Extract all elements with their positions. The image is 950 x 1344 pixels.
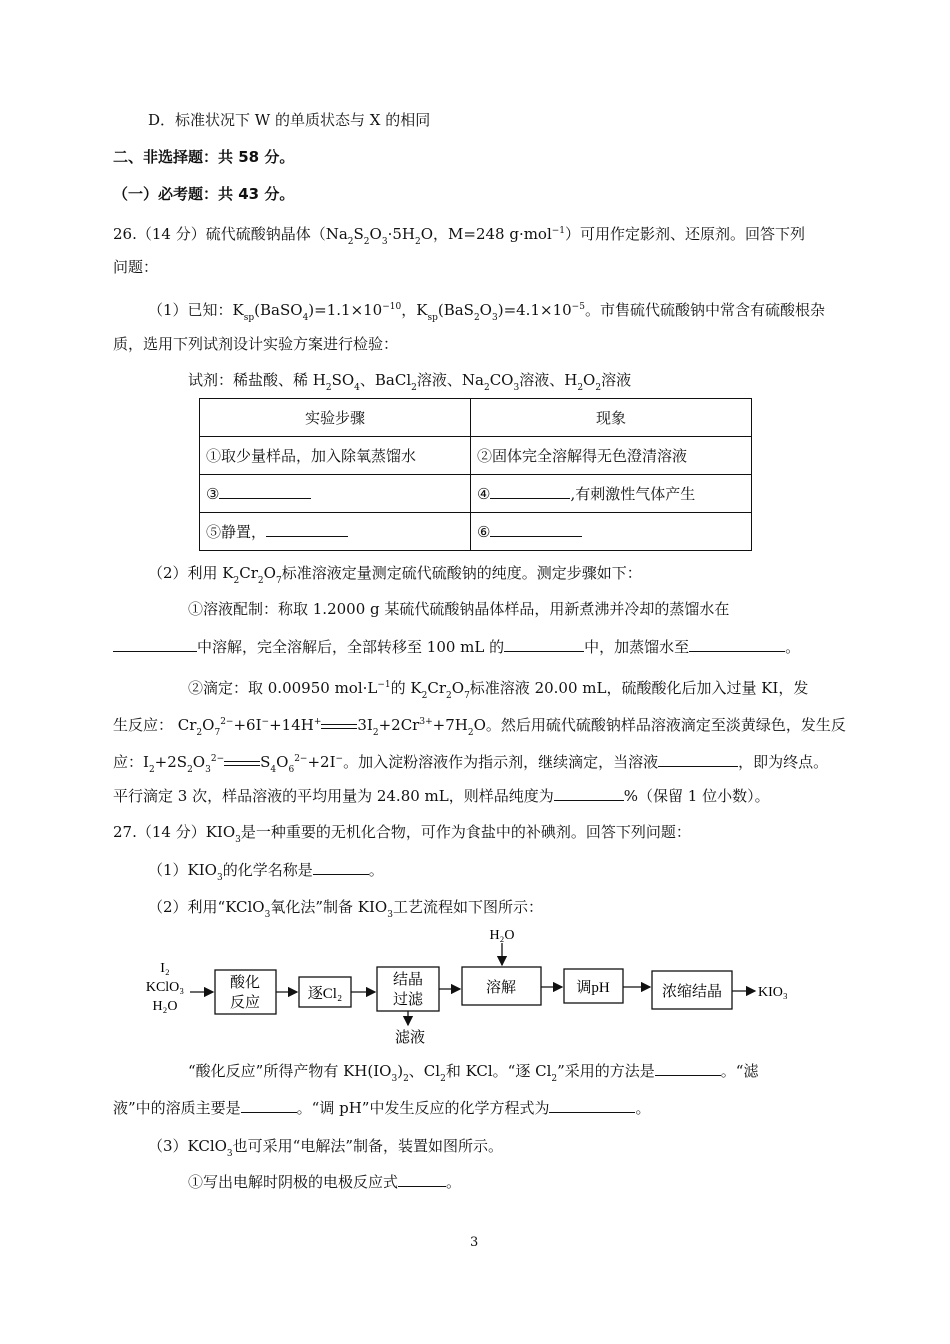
flow-box-label: 浓缩结晶 [661,984,723,1000]
step2-line2: 生反应： $Cr_2O_7^{2-}+6I^-+14H^+$ $3I_2+2Cr^{3+}+7H_2O$。然后用硫代硫酸钠样品溶液滴定至淡黄绿色，发生反 [113,716,846,738]
input-i2: I₂ [160,961,170,976]
table-cell: ①取少量样品，加入除氧蒸馏水 [200,437,471,475]
q26-part1: （1）已知：$K_{sp}(BaSO_4)=1.1\times 10^{-10}$，$K_{sp}(BaS_2O_3)=4.1\times 10^{-5}$。市售硫代硫酸钠中常含有硫酸根杂 [148,301,825,323]
water-input-label: H₂O [489,928,515,943]
flow-box-label: 调pH [576,980,610,996]
step2-line4: 平行滴定 3 次，样品溶液的平均用量为 24.80 mL，则样品纯度为 %（保留 1 位小数）。 [113,787,770,805]
flow-box-label: 酸化 [229,975,261,991]
step2-line1: ②滴定：取 0.00950 $mol\cdot L^{-1}$的 $K_2Cr_2O_7$标准溶液 20.00 mL，硫酸酸化后加入过量 KI，发 [188,679,809,701]
answer-blank[interactable] [504,637,584,652]
q27-part3-item1: ①写出电解时阴极的电极反应式 。 [188,1173,462,1191]
answer-blank[interactable] [549,1098,635,1113]
table-row [200,437,752,475]
table-cell: ②固体完全溶解得无色澄清溶液 [471,437,752,475]
answer-blank[interactable] [219,484,311,499]
table-header-steps: 实验步骤 [200,399,471,437]
q27-desc-line1: “酸化反应”所得产物有 $KH(IO_3)_2$、$Cl_2$和 KCl。“逐 $Cl_2$”采用的方法是 。“滤 [188,1062,759,1084]
process-flow-diagram [140,925,820,1050]
table-row [200,475,752,513]
step2-line3: 应：$I_2+2S_2O_3^{2-}$ $S_4O_6^{2-}+2I^-$。加入淀粉溶液作为指示剂，继续滴定，当溶液 ，即为终点。 [113,753,829,775]
flow-box-label: 过滤 [392,992,424,1008]
step1-line1: ①溶液配制：称取 1.2000 g 某硫代硫酸钠晶体样品，用新煮沸并冷却的蒸馏水在 [188,600,730,618]
q27-part3: （3）KClO$_3$也可采用“电解法”制备，装置如图所示。 [148,1137,503,1159]
q27-line1: 27.（14 分）$KIO_3$是一种重要的无机化合物，可作为食盐中的补碘剂。回答下列问题： [113,823,691,845]
answer-blank[interactable] [398,1172,446,1187]
answer-blank[interactable] [554,786,624,801]
q26-part1-line2: 质，选用下列试剂设计实验方案进行检验： [113,335,399,353]
input-h2o: H₂O [152,999,178,1014]
reagents-line: 试剂：稀盐酸、稀 $H_2SO_4$、BaCl$_2$溶液、$Na_2CO_3$溶液、$H_2O_2$溶液 [188,371,632,393]
answer-blank[interactable] [655,1061,721,1076]
answer-blank[interactable] [113,637,197,652]
input-kclo3: KClO₃ [145,980,185,995]
answer-blank[interactable] [266,522,348,537]
experiment-table [199,398,752,551]
answer-blank[interactable] [313,860,369,875]
answer-blank[interactable] [241,1098,297,1113]
flow-box-label: 溶解 [485,980,517,996]
option-d: D．标准状况下 W 的单质状态与 X 的相同 [148,111,431,129]
flow-box-label: 反应 [229,995,261,1011]
q26-line2: 问题： [113,258,159,276]
q27-part1: $(1)KIO_3$的化学名称是 。 [148,861,384,883]
table-cell: ⑥ [471,513,752,551]
table-cell: ③ [200,475,471,513]
answer-blank[interactable] [658,752,738,767]
filtrate-label: 滤液 [394,1030,426,1046]
q26-line1: 26.（14 分）硫代硫酸钠晶体（$Na_2S_2O_3\cdot 5H_2O$，M=248 g·mol$^{-1}$）可用作定影剂、还原剂。回答下列 [113,225,806,247]
product-label: KIO₃ [758,985,788,1000]
table-cell: ⑤静置， [200,513,471,551]
q27-desc-line2: 液”中的溶质主要是 。“调 pH”中发生反应的化学方程式为 。 [113,1099,651,1117]
section-heading-required: （一）必考题：共 43 分。 [113,185,295,203]
q27-part2: （2）利用“KClO$_3$氧化法”制备 $KIO_3$工艺流程如下图所示： [148,898,543,920]
table-header-phenomena: 现象 [471,399,752,437]
answer-blank[interactable] [689,637,785,652]
answer-blank[interactable] [490,522,582,537]
section-heading-nonchoice: 二、非选择题：共 58 分。 [113,148,295,166]
table-row [200,513,752,551]
q26-part2: （2）利用 $K_2Cr_2O_7$标准溶液定量测定硫代硫酸钠的纯度。测定步骤如下： [148,564,642,586]
page-number: 3 [470,1235,479,1250]
step1-line2: 中溶解，完全溶解后，全部转移至 100 mL 的 中，加蒸馏水至 。 [113,637,800,657]
flow-box-label: 逐Cl₂ [307,986,343,1002]
flow-box-label: 结晶 [392,972,424,988]
table-cell: ④ ,有刺激性气体产生 [471,475,752,513]
answer-blank[interactable] [490,484,570,499]
